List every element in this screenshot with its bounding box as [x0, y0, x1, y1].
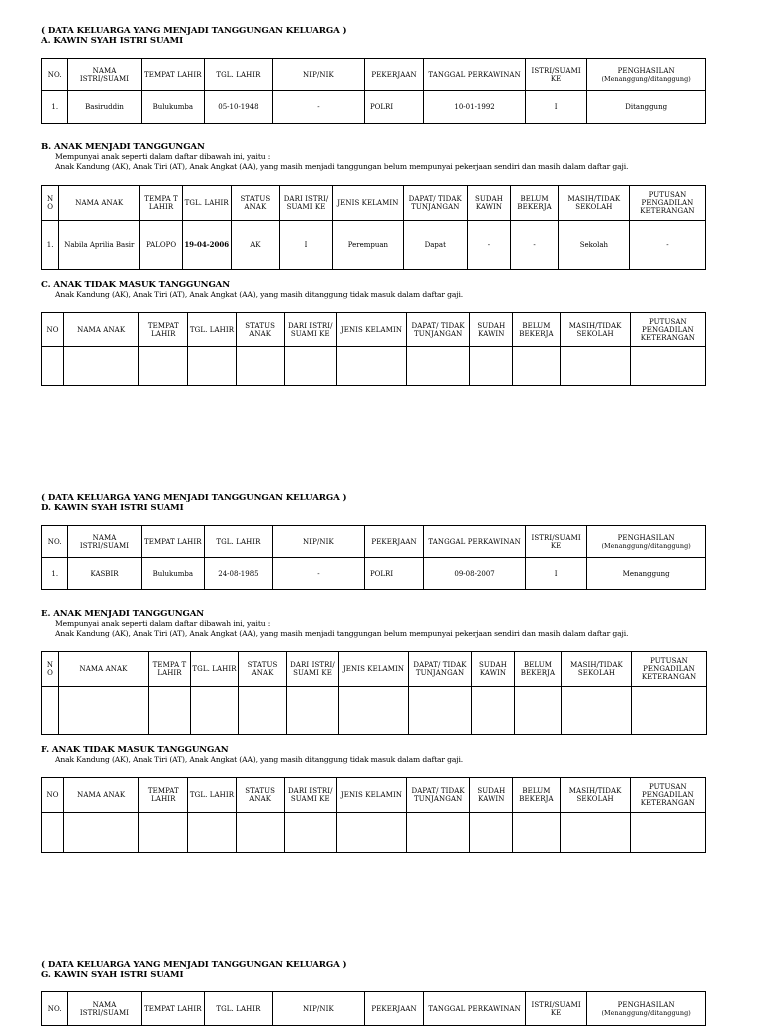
section-e-note2: Anak Kandung (AK), Anak Tiri (AT), Anak Angkat (AA), yang masih menjadi tanggungan belum mempunyai pekerjaan sendiri dan masih dalam daftar gaji.: [55, 628, 629, 638]
col-putusan: PUTUSAN PENGADILAN KETERANGAN: [632, 652, 707, 687]
col-dapat-tunjangan: DAPAT/ TIDAK TUNJANGAN: [407, 313, 470, 347]
section-c: [41, 280, 706, 300]
col-status-anak: STATUS ANAK: [236, 313, 284, 347]
col-dapat-tunjangan: DAPAT/ TIDAK TUNJANGAN: [403, 186, 467, 221]
cell-nip: -: [272, 91, 364, 124]
cell-pekerjaan: POLRI: [364, 91, 423, 124]
section-f-note: Anak Kandung (AK), Anak Tiri (AT), Anak Angkat (AA), yang masih ditanggung tidak masuk dalam daftar gaji.: [55, 755, 463, 764]
cell-nama: KASBIR: [68, 558, 141, 590]
col-status-anak: STATUS ANAK: [231, 186, 280, 221]
cell-tanggal: 10-01-1992: [424, 91, 526, 124]
cell-tgl: 19-04-2006: [182, 221, 231, 270]
table-row: [42, 347, 706, 386]
cell-no: 1.: [42, 221, 59, 270]
col-nama-istri-suami: NAMA ISTRI/SUAMI: [68, 526, 141, 558]
col-putusan: PUTUSAN PENGADILAN KETERANGAN: [630, 778, 705, 813]
col-putusan: PUTUSAN PENGADILAN KETERANGAN: [630, 313, 705, 347]
spouse-table-d: [41, 525, 706, 590]
table-row: [42, 91, 706, 124]
col-belum-bekerja: BELUM BEKERJA: [515, 652, 562, 687]
col-tgl-lahir: TGL. LAHIR: [205, 992, 273, 1026]
col-tempat-lahir: TEMPAT LAHIR: [141, 992, 205, 1026]
col-tempat-lahir: TEMPAT LAHIR: [139, 313, 188, 347]
col-sudah-kawin: SUDAH KAWIN: [470, 313, 513, 347]
col-penghasilan: PENGHASILAN (Menanggung/ditanggung): [587, 59, 706, 91]
cell-nip: -: [272, 558, 364, 590]
cell-ke: I: [525, 558, 586, 590]
cell-penghasilan: Menanggung: [587, 558, 706, 590]
col-masih-sekolah: MASIH/TIDAK SEKOLAH: [560, 778, 630, 813]
child-table-f: [41, 777, 706, 853]
table-header-row: [42, 313, 706, 347]
table-header-row: [42, 778, 706, 813]
col-sudah-kawin: SUDAH KAWIN: [472, 652, 515, 687]
col-no: NO: [42, 778, 64, 813]
cell-putusan: -: [629, 221, 705, 270]
col-tgl-lahir: TGL. LAHIR: [205, 59, 273, 91]
section-f: [41, 745, 706, 765]
col-no: N O: [42, 186, 59, 221]
cell-no: 1.: [42, 558, 68, 590]
cell-dari: I: [280, 221, 333, 270]
col-tanggal-perkawinan: TANGGAL PERKAWINAN: [424, 59, 526, 91]
col-belum-bekerja: BELUM BEKERJA: [513, 778, 560, 813]
section-e-note1: Mempunyai anak seperti dalam daftar dibawah ini, yaitu :: [55, 619, 271, 628]
section-d-title: D. KAWIN SYAH ISTRI SUAMI: [41, 503, 184, 513]
table-row: [42, 558, 706, 590]
col-jenis-kelamin: JENIS KELAMIN: [332, 186, 403, 221]
section-e-title: E. ANAK MENJADI TANGGUNGAN: [41, 609, 205, 619]
cell-tgl: 05-10-1948: [205, 91, 273, 124]
section-a-title: A. KAWIN SYAH ISTRI SUAMI: [41, 36, 184, 46]
col-pekerjaan: PEKERJAAN: [364, 992, 423, 1026]
col-istri-suami-ke: ISTRI/SUAMI KE: [525, 59, 586, 91]
section-g: [41, 960, 706, 980]
section-e: [41, 609, 706, 638]
page-header: ( DATA KELUARGA YANG MENJADI TANGGUNGAN KELUARGA ): [41, 26, 347, 36]
col-putusan: PUTUSAN PENGADILAN KETERANGAN: [629, 186, 705, 221]
col-nama-istri-suami: NAMA ISTRI/SUAMI: [68, 992, 141, 1026]
col-tanggal-perkawinan: TANGGAL PERKAWINAN: [424, 992, 526, 1026]
page-header: ( DATA KELUARGA YANG MENJADI TANGGUNGAN KELUARGA ): [41, 960, 347, 970]
child-table-b: [41, 185, 706, 270]
section-d: [41, 493, 706, 513]
spouse-table-a: [41, 58, 706, 124]
cell-masih: Sekolah: [558, 221, 629, 270]
col-belum-bekerja: BELUM BEKERJA: [511, 186, 559, 221]
col-tempat-lahir: TEMPAT LAHIR: [141, 59, 205, 91]
col-penghasilan: PENGHASILAN (Menanggung/ditanggung): [587, 992, 706, 1026]
cell-tgl: 24-08-1985: [205, 558, 273, 590]
section-b: [41, 142, 706, 171]
table-header-row: [42, 992, 706, 1026]
col-tempat-lahir: TEMPAT LAHIR: [139, 778, 188, 813]
col-masih-sekolah: MASIH/TIDAK SEKOLAH: [562, 652, 632, 687]
cell-ke: I: [525, 91, 586, 124]
cell-dapat: Dapat: [403, 221, 467, 270]
col-nama-anak: NAMA ANAK: [59, 652, 149, 687]
col-no: NO: [42, 313, 64, 347]
col-dapat-tunjangan: DAPAT/ TIDAK TUNJANGAN: [409, 652, 472, 687]
col-no: NO.: [42, 59, 68, 91]
col-dapat-tunjangan: DAPAT/ TIDAK TUNJANGAN: [407, 778, 470, 813]
col-sudah-kawin: SUDAH KAWIN: [470, 778, 513, 813]
cell-nama: Nabila Aprilia Basir: [59, 221, 140, 270]
col-nama-anak: NAMA ANAK: [59, 186, 140, 221]
cell-sudah: -: [467, 221, 511, 270]
col-dari-istri-suami: DARI ISTRI/ SUAMI KE: [287, 652, 339, 687]
section-a: [41, 26, 706, 46]
child-table-e: [41, 651, 706, 735]
col-tgl-lahir: TGL. LAHIR: [188, 313, 236, 347]
col-status-anak: STATUS ANAK: [236, 778, 284, 813]
col-tgl-lahir: TGL. LAHIR: [188, 778, 236, 813]
table-header-row: [42, 59, 706, 91]
col-pekerjaan: PEKERJAAN: [364, 526, 423, 558]
table-row: [42, 687, 707, 735]
cell-belum: -: [511, 221, 559, 270]
col-nip-nik: NIP/NIK: [272, 992, 364, 1026]
section-b-title: B. ANAK MENJADI TANGGUNGAN: [41, 142, 205, 152]
col-jenis-kelamin: JENIS KELAMIN: [336, 313, 406, 347]
col-dari-istri-suami: DARI ISTRI/ SUAMI KE: [284, 313, 336, 347]
col-dari-istri-suami: DARI ISTRI/ SUAMI KE: [280, 186, 333, 221]
cell-jenis: Perempuan: [332, 221, 403, 270]
section-c-note: Anak Kandung (AK), Anak Tiri (AT), Anak Angkat (AA), yang masih ditanggung tidak masuk dalam daftar gaji.: [55, 290, 463, 299]
spouse-table-g: [41, 991, 706, 1026]
col-no: NO.: [42, 992, 68, 1026]
cell-nama: Basiruddin: [68, 91, 141, 124]
table-row: [42, 813, 706, 853]
col-pekerjaan: PEKERJAAN: [364, 59, 423, 91]
col-dari-istri-suami: DARI ISTRI/ SUAMI KE: [284, 778, 336, 813]
col-tempat-lahir: TEMPA T LAHIR: [149, 652, 191, 687]
child-table-c: [41, 312, 706, 386]
cell-tempat: PALOPO: [140, 221, 183, 270]
col-tempat-lahir: TEMPA T LAHIR: [140, 186, 183, 221]
section-b-note1: Mempunyai anak seperti dalam daftar dibawah ini, yaitu :: [55, 152, 271, 161]
col-tgl-lahir: TGL. LAHIR: [205, 526, 273, 558]
col-nama-istri-suami: NAMA ISTRI/SUAMI: [68, 59, 141, 91]
cell-status: AK: [231, 221, 280, 270]
table-header-row: [42, 652, 707, 687]
col-tempat-lahir: TEMPAT LAHIR: [141, 526, 205, 558]
cell-tempat: Bulukumba: [141, 558, 205, 590]
cell-penghasilan: Ditanggung: [587, 91, 706, 124]
col-nip-nik: NIP/NIK: [272, 526, 364, 558]
table-row: [42, 221, 706, 270]
cell-no: 1.: [42, 91, 68, 124]
col-belum-bekerja: BELUM BEKERJA: [513, 313, 560, 347]
section-c-title: C. ANAK TIDAK MASUK TANGGUNGAN: [41, 280, 230, 290]
col-no: N O: [42, 652, 59, 687]
section-b-note2: Anak Kandung (AK), Anak Tiri (AT), Anak Angkat (AA), yang masih menjadi tanggungan belum mempunyai pekerjaan sendiri dan masih dalam daftar gaji.: [55, 161, 629, 171]
col-sudah-kawin: SUDAH KAWIN: [467, 186, 511, 221]
col-istri-suami-ke: ISTRI/SUAMI KE: [525, 526, 586, 558]
col-nama-anak: NAMA ANAK: [64, 778, 139, 813]
col-no: NO.: [42, 526, 68, 558]
col-tgl-lahir: TGL. LAHIR: [191, 652, 239, 687]
table-header-row: [42, 526, 706, 558]
page-header: ( DATA KELUARGA YANG MENJADI TANGGUNGAN KELUARGA ): [41, 493, 347, 503]
cell-tempat: Bulukumba: [141, 91, 205, 124]
col-penghasilan: PENGHASILAN (Menanggung/ditanggung): [587, 526, 706, 558]
col-jenis-kelamin: JENIS KELAMIN: [339, 652, 409, 687]
section-g-title: G. KAWIN SYAH ISTRI SUAMI: [41, 970, 184, 980]
col-status-anak: STATUS ANAK: [239, 652, 287, 687]
cell-tanggal: 09-08-2007: [424, 558, 526, 590]
col-nip-nik: NIP/NIK: [272, 59, 364, 91]
col-masih-sekolah: MASIH/TIDAK SEKOLAH: [560, 313, 630, 347]
table-header-row: [42, 186, 706, 221]
col-nama-anak: NAMA ANAK: [64, 313, 139, 347]
col-istri-suami-ke: ISTRI/SUAMI KE: [525, 992, 586, 1026]
section-f-title: F. ANAK TIDAK MASUK TANGGUNGAN: [41, 745, 229, 755]
col-tgl-lahir: TGL. LAHIR: [182, 186, 231, 221]
col-masih-sekolah: MASIH/TIDAK SEKOLAH: [558, 186, 629, 221]
col-tanggal-perkawinan: TANGGAL PERKAWINAN: [424, 526, 526, 558]
cell-pekerjaan: POLRI: [364, 558, 423, 590]
col-jenis-kelamin: JENIS KELAMIN: [336, 778, 406, 813]
